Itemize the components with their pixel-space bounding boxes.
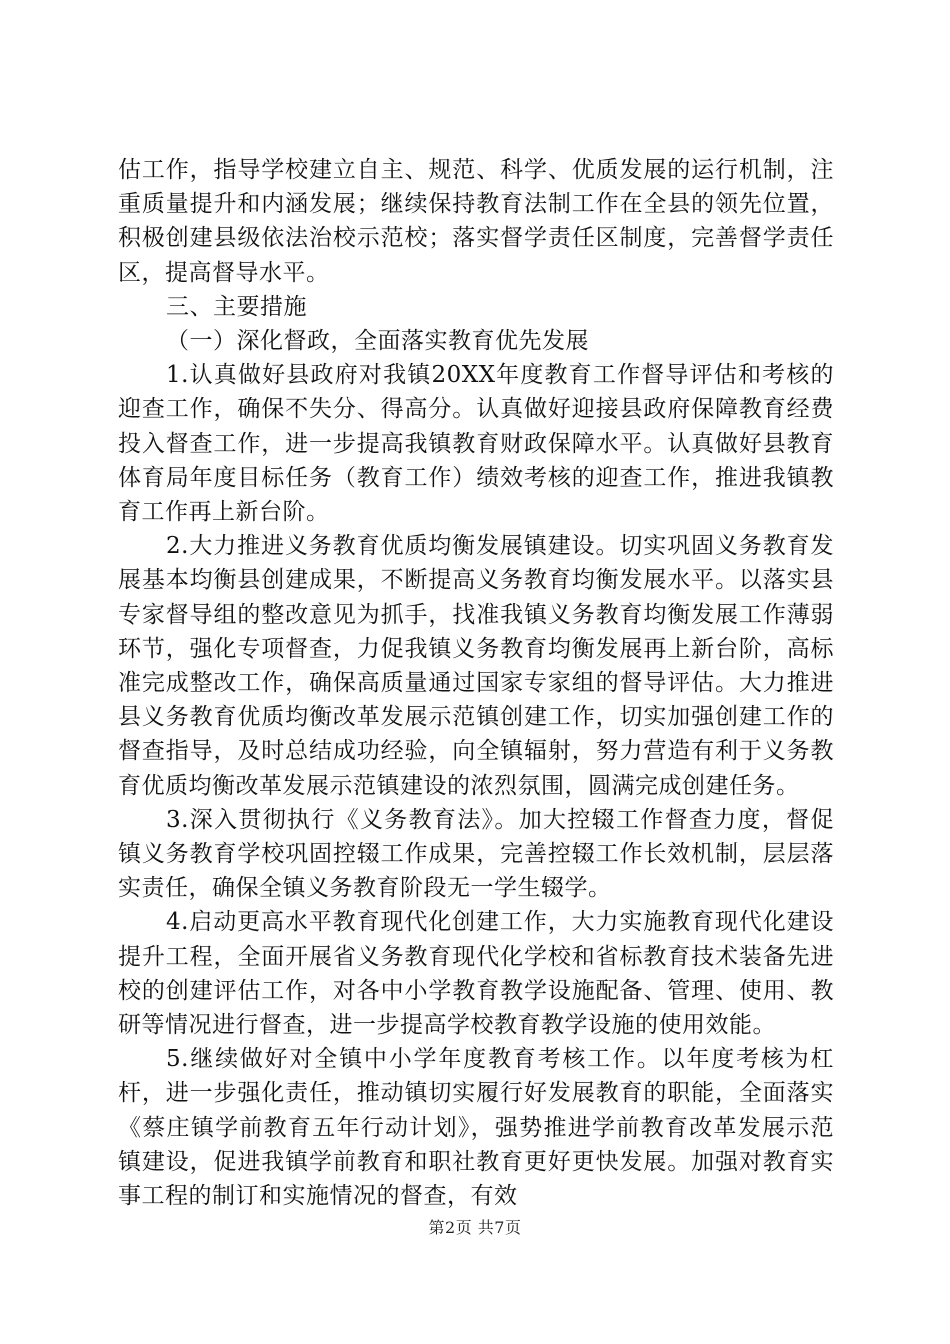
- measure-item-4: 4.启动更高水平教育现代化创建工作，大力实施教育现代化建设提升工程，全面开展省义务教育现代化学校和省标教育技术装备先进校的创建评估工作，对各中小学教育教学设施配备、管理、使用、教研等情况进行督查，进一步提高学校教育教学设施的使用效能。: [118, 909, 834, 1039]
- document-body: [118, 153, 834, 1213]
- measure-item-5: 5.继续做好对全镇中小学年度教育考核工作。以年度考核为杠杆，进一步强化责任，推动镇切实履行好发展教育的职能，全面落实《蔡庄镇学前教育五年行动计划》，强势推进学前教育改革发展示范镇建设，促进我镇学前教育和职社教育更好更快发展。加强对教育实事工程的制订和实施情况的督查，有效: [118, 1046, 834, 1210]
- measure-item-2: 2.大力推进义务教育优质均衡发展镇建设。切实巩固义务教育发展基本均衡县创建成果，不断提高义务教育均衡发展水平。以落实县专家督导组的整改意见为抓手，找准我镇义务教育均衡发展工作薄弱环节，强化专项督查，力促我镇义务教育均衡发展再上新台阶，高标准完成整改工作，确保高质量通过国家专家组的督导评估。大力推进县义务教育优质均衡改革发展示范镇创建工作，切实加强创建工作的督查指导，及时总结成功经验，向全镇辐射，努力营造有利于义务教育优质均衡改革发展示范镇建设的浓烈氛围，圆满完成创建任务。: [118, 533, 834, 799]
- subsection-heading: （一）深化督政，全面落实教育优先发展: [166, 328, 589, 355]
- measure-item-3: 3.深入贯彻执行《义务教育法》。加大控辍工作督查力度，督促镇义务教育学校巩固控辍工作成果，完善控辍工作长效机制，层层落实责任，确保全镇义务教育阶段无一学生辍学。: [118, 806, 834, 902]
- measure-item-1: 1.认真做好县政府对我镇20XX年度教育工作督导评估和考核的迎查工作，确保不失分、得高分。认真做好迎接县政府保障教育经费投入督查工作，进一步提高我镇教育财政保障水平。认真做好县教育体育局年度目标任务（教育工作）绩效考核的迎查工作，推进我镇教育工作再上新台阶。: [118, 362, 834, 526]
- page-number-footer: 第2页 共7页: [428, 1218, 522, 1237]
- continued-paragraph: 估工作，指导学校建立自主、规范、科学、优质发展的运行机制，注重质量提升和内涵发展；继续保持教育法制工作在全县的领先位置，积极创建县级依法治校示范校；落实督学责任区制度，完善督学责任区，提高督导水平。: [118, 157, 834, 286]
- section-heading: 三、主要措施: [166, 293, 307, 320]
